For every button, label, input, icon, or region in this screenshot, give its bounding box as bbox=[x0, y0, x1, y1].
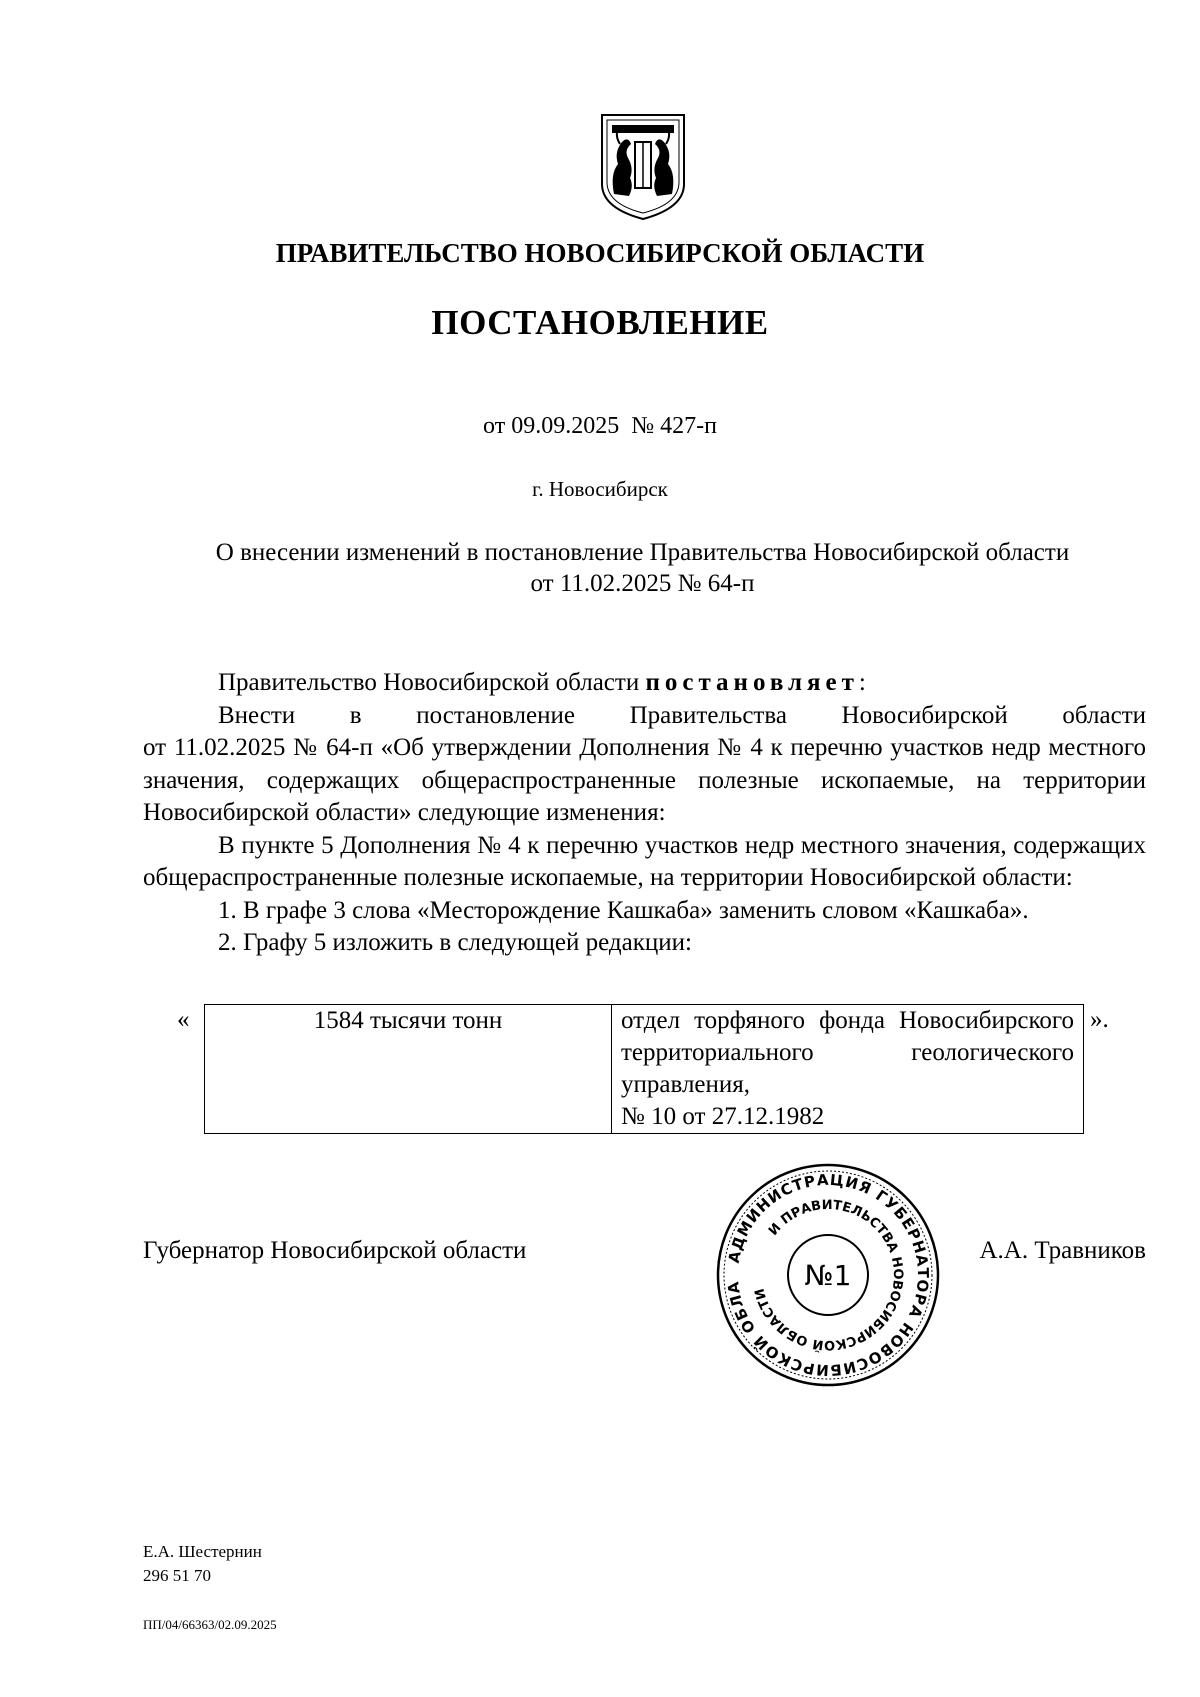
coat-of-arms-emblem bbox=[598, 112, 688, 222]
amendment-table bbox=[204, 1004, 1084, 1134]
government-title: ПРАВИТЕЛЬСТВО НОВОСИБИРСКОЙ ОБЛАСТИ bbox=[275, 238, 925, 268]
seal-outer-text: АДМИНИСТРАЦИЯ ГУБЕРНАТОРА НОВОСИБИРСКОЙ ОБЛА bbox=[724, 1170, 933, 1380]
table-cell-reserves: 1584 тысячи тонн bbox=[205, 1005, 612, 1134]
official-seal-stamp bbox=[713, 1160, 943, 1390]
document-body bbox=[143, 667, 1146, 960]
list-item-1: 1. В графе 3 слова «Месторождение Кашкаба» заменить словом «Кашкаба». bbox=[218, 896, 1029, 924]
table-row bbox=[205, 1005, 1084, 1134]
executor-name: Е.А. Шестернин bbox=[143, 1542, 262, 1561]
paragraph-amend-first-line: Внести в постановление Правительства Новосибирской области bbox=[218, 701, 1146, 729]
paragraph-resolution bbox=[143, 667, 1146, 700]
table-cell-source bbox=[612, 1005, 1084, 1134]
signatory-name: А.А. Травников bbox=[979, 1237, 1146, 1264]
document-date-line bbox=[0, 413, 1200, 440]
resolution-subject: Правительство Новосибирской области bbox=[218, 669, 640, 696]
list-item-2: 2. Графу 5 изложить в следующей редакции: bbox=[218, 929, 692, 956]
document-subject bbox=[140, 537, 1145, 599]
resolution-colon: : bbox=[858, 669, 866, 696]
paragraph-amend-rest: от 11.02.2025 № 64-п «Об утверждении Дополнения № 4 к перечню участков недр местного значения, содержащих общераспространенные полезные ископаемые, на территории Новосибирской области» следующие изменения: bbox=[143, 734, 1146, 826]
source-main-text: отдел торфяного фонда Новосибирского территориального геологического управления, bbox=[621, 1007, 1074, 1098]
quote-close: ». bbox=[1090, 1006, 1109, 1033]
source-last-line: № 10 от 27.12.1982 bbox=[621, 1103, 825, 1130]
document-code: ПП/04/66363/02.09.2025 bbox=[143, 1617, 277, 1632]
date-prefix: от bbox=[483, 413, 506, 439]
document-city: г. Новосибирск bbox=[532, 477, 668, 501]
executor-phone: 296 51 70 bbox=[143, 1566, 211, 1585]
paragraph-point-5: В пункте 5 Дополнения № 4 к перечню участков недр местного значения, содержащих общераспространенные полезные ископаемые, на территории Новосибирской области: bbox=[143, 831, 1146, 891]
document-number: № 427-п bbox=[631, 413, 717, 439]
quote-open: « bbox=[177, 1006, 190, 1033]
seal-inner-text: И ПРАВИТЕЛЬСТВА НОВОСИБИРСКОЙ ОБЛАСТИ bbox=[752, 1197, 906, 1353]
signatory-position: Губернатор Новосибирской области bbox=[143, 1237, 527, 1264]
resolution-action: постановляет bbox=[645, 669, 859, 696]
subject-line-2: от 11.02.2025 № 64-п bbox=[530, 570, 755, 597]
document-type-title: ПОСТАНОВЛЕНИЕ bbox=[431, 303, 769, 342]
document-date: 09.09.2025 bbox=[511, 413, 620, 439]
subject-line-1: О внесении изменений в постановление Правительства Новосибирской области bbox=[215, 539, 1070, 566]
seal-number: №1 bbox=[804, 1259, 852, 1292]
